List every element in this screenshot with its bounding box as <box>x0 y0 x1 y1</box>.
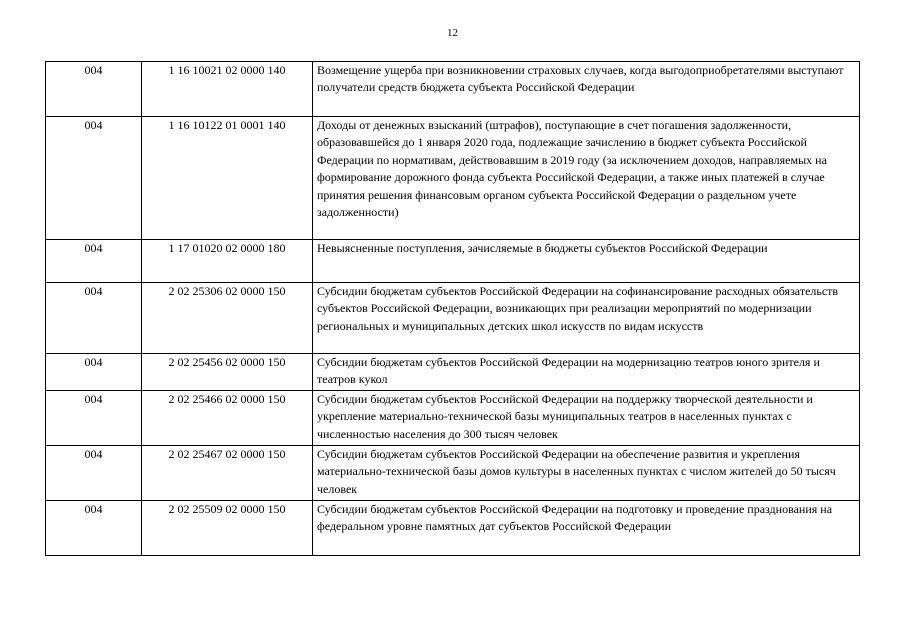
budget-code-cell: 2 02 25456 02 0000 150 <box>142 354 313 391</box>
revenue-name-cell: Субсидии бюджетам субъектов Российской Федерации на подготовку и проведение празднования на федеральном уровне памятных дат субъектов Российской Федерации <box>313 501 860 556</box>
admin-code-cell: 004 <box>46 501 142 556</box>
table-row <box>46 354 860 391</box>
admin-code-cell: 004 <box>46 354 142 391</box>
admin-code-cell: 004 <box>46 117 142 240</box>
revenue-name-cell: Субсидии бюджетам субъектов Российской Федерации на модернизацию театров юного зрителя и театров кукол <box>313 354 860 391</box>
revenue-name-cell: Субсидии бюджетам субъектов Российской Федерации на софинансирование расходных обязательств субъектов Российской Федерации, возникающих при реализации мероприятий по модернизации региональных и муниципальных детских школ искусств по видам искусств <box>313 283 860 354</box>
admin-code-cell: 004 <box>46 240 142 283</box>
budget-code-cell: 2 02 25306 02 0000 150 <box>142 283 313 354</box>
admin-code-cell: 004 <box>46 283 142 354</box>
revenue-name-cell: Возмещение ущерба при возникновении страховых случаев, когда выгодоприобретателями выступают получатели средств бюджета субъекта Российской Федерации <box>313 62 860 117</box>
revenue-name-cell: Субсидии бюджетам субъектов Российской Федерации на обеспечение развития и укрепления материально-технической базы домов культуры в населенных пунктах с числом жителей до 50 тысяч человек <box>313 446 860 501</box>
table-row <box>46 501 860 556</box>
budget-code-cell: 1 17 01020 02 0000 180 <box>142 240 313 283</box>
revenue-classification-table <box>45 61 860 556</box>
revenue-name-cell: Невыясненные поступления, зачисляемые в бюджеты субъектов Российской Федерации <box>313 240 860 283</box>
admin-code-cell: 004 <box>46 62 142 117</box>
budget-code-cell: 2 02 25509 02 0000 150 <box>142 501 313 556</box>
table-row <box>46 240 860 283</box>
budget-code-cell: 1 16 10122 01 0001 140 <box>142 117 313 240</box>
page-number: 12 <box>447 27 458 39</box>
revenue-name-cell: Субсидии бюджетам субъектов Российской Федерации на поддержку творческой деятельности и укрепление материально-технической базы муниципальных театров в населенных пунктах с численностью населения до 300 тысяч человек <box>313 391 860 446</box>
revenue-name-cell: Доходы от денежных взысканий (штрафов), поступающие в счет погашения задолженности, образовавшейся до 1 января 2020 года, подлежащие зачислению в бюджет субъекта Российской Федерации по нормативам, действовавшим в 2019 году (за исключением доходов, направляемых на формирование дорожного фонда субъекта Российской Федерации, а также иных платежей в случае принятия решения финансовым органом субъекта Российской Федерации о раздельном учете задолженности) <box>313 117 860 240</box>
table-row <box>46 62 860 117</box>
table-row <box>46 446 860 501</box>
budget-code-cell: 1 16 10021 02 0000 140 <box>142 62 313 117</box>
admin-code-cell: 004 <box>46 391 142 446</box>
table-row <box>46 117 860 240</box>
budget-code-cell: 2 02 25467 02 0000 150 <box>142 446 313 501</box>
budget-code-cell: 2 02 25466 02 0000 150 <box>142 391 313 446</box>
table-row <box>46 391 860 446</box>
table-row <box>46 283 860 354</box>
admin-code-cell: 004 <box>46 446 142 501</box>
